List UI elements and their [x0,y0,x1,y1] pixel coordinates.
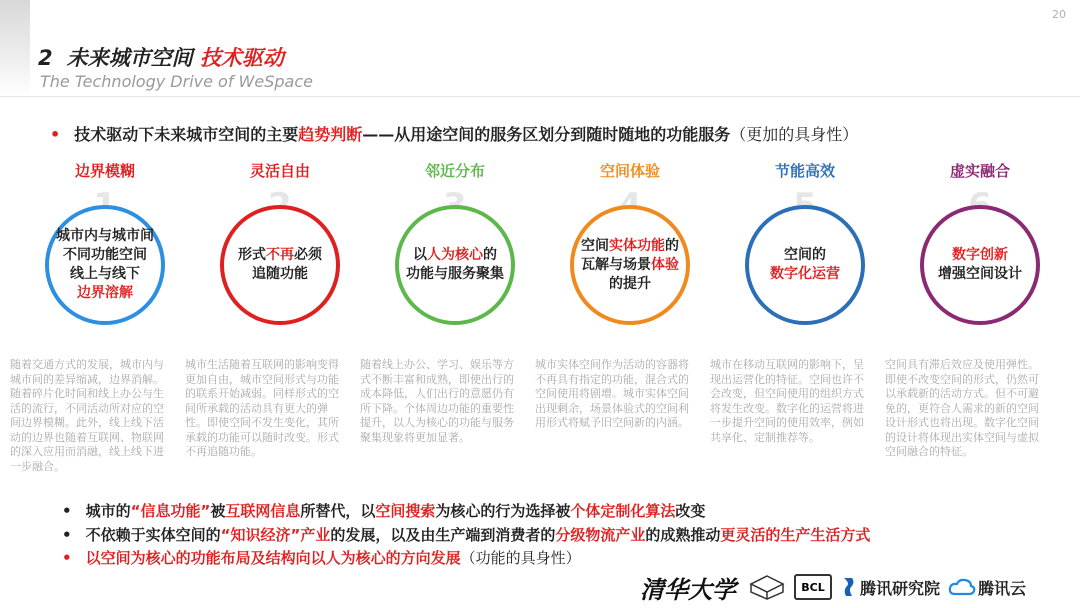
tencent-cloud-logo: 腾讯云 [978,578,1027,598]
trend-circle [920,205,1040,325]
tsinghua-logo: 清华大学 [640,574,736,604]
bcl-logo: BCL [794,574,832,600]
column-title: 虚实融合 [949,162,1010,180]
bullet-icon: • [62,526,72,544]
slide-subtitle: The Technology Drive of WeSpace [40,72,313,91]
title-plain: 未来城市空间 [66,46,193,70]
tencent-research-logo: 腾讯研究院 [860,578,941,598]
tencent-research-icon [842,576,856,598]
circle-text: 以人为核心的 功能与服务聚集 [406,247,504,282]
trend-circle [395,205,515,325]
column-title: 边界模糊 [74,162,135,180]
circle-text: 空间的 数字化运营 [770,247,840,282]
bottom-bullet-2: • 不依赖于实体空间的“知识经济”产业的发展，以及由生产端到消费者的分级物流产业的成熟推动更灵活的生产生活方式 [62,526,871,544]
trend-circle [220,205,340,325]
section-number: 2 [38,46,53,70]
column-description: 空间具有滞后效应及使用弹性。即使不改变空间的形式，仍然可以承载新的活动方式。但不可避免的，更符合人需求的新的空间设计形式也将出现。数字化空间的设计将体现出实体空间与虚拟空间融合的特征。 [885,358,1039,458]
circle-text: 数字创新 增强空间设计 [938,247,1022,282]
column-description: 随着交通方式的发展，城市内与城市间的差异缩减，边界消解。随着碎片化时间和线上办公与生活的流行，不同活动所对应的空间边界模糊。此外，线上线下活动的边界也随着互联网、物联网的深入应用而消融，线上线下进一步融合。 [10,358,164,473]
circle-text: 形式不再必须 追随功能 [238,247,322,282]
corner-decoration [0,0,30,96]
trend-circle [745,205,865,325]
column-title: 灵活自由 [249,162,310,180]
slide-title [38,42,284,72]
headline: • 技术驱动下未来城市空间的主要趋势判断——从用途空间的服务区划分到随时随地的功能服务（更加的具身性） [50,125,859,144]
trend-circle [570,205,690,325]
column-description: 随着线上办公、学习、娱乐等方式不断丰富和成熟，即使出行的成本降低，人们出行的意愿仍有所下降。个体周边功能的重要性提升，以人为核心的功能与服务聚集现象将更加显著。 [360,358,514,444]
title-accent: 技术驱动 [199,46,284,70]
column-title: 节能高效 [774,162,835,180]
circle-text: 空间实体功能的 瓦解与场景体验 的提升 [581,237,679,292]
column-description: 城市生活随着互联网的影响变得更加自由，城市空间形式与功能的联系开始减弱。同样形式的空间所承载的活动具有更大的弹性。即使空间不发生变化，其所承载的功能可以随时改变。形式不再追随功能。 [185,358,339,458]
tencent-cloud-icon [948,577,976,597]
page-number: 20 [1052,8,1066,21]
bullet-icon: • [62,549,72,567]
column-title: 邻近分布 [424,162,485,180]
header-divider [0,96,1080,97]
column-description: 城市实体空间作为活动的容器将不再具有指定的功能，混合式的空间使用将剧增。城市实体空间出现剩余，场景体验式的空间利用形式将赋予旧空间新的内涵。 [535,358,689,429]
circle-text: 城市内与城市间 不同功能空间 线上与线下 边界溶解 [56,228,154,301]
trend-circle [45,205,165,325]
logo-bar [640,570,1026,604]
bullet-icon: • [50,125,61,144]
column-description: 城市在移动互联网的影响下，呈现出运营化的特征。空间也许不会改变，但空间使用的组织方式将发生改变。数字化的运营将进一步提升空间的使用效率，例如共享化、定制推荐等。 [710,358,864,444]
bottom-bullet-3: • 以空间为核心的功能布局及结构向以人为核心的方向发展（功能的具身性） [62,549,581,567]
column-title: 空间体验 [599,162,660,180]
bottom-bullet-1: • 城市的“信息功能”被互联网信息所替代，以空间搜索为核心的行为选择被个体定制化算法改变 [62,502,706,520]
bullet-icon: • [62,502,72,520]
cube-logo-icon [748,574,786,600]
